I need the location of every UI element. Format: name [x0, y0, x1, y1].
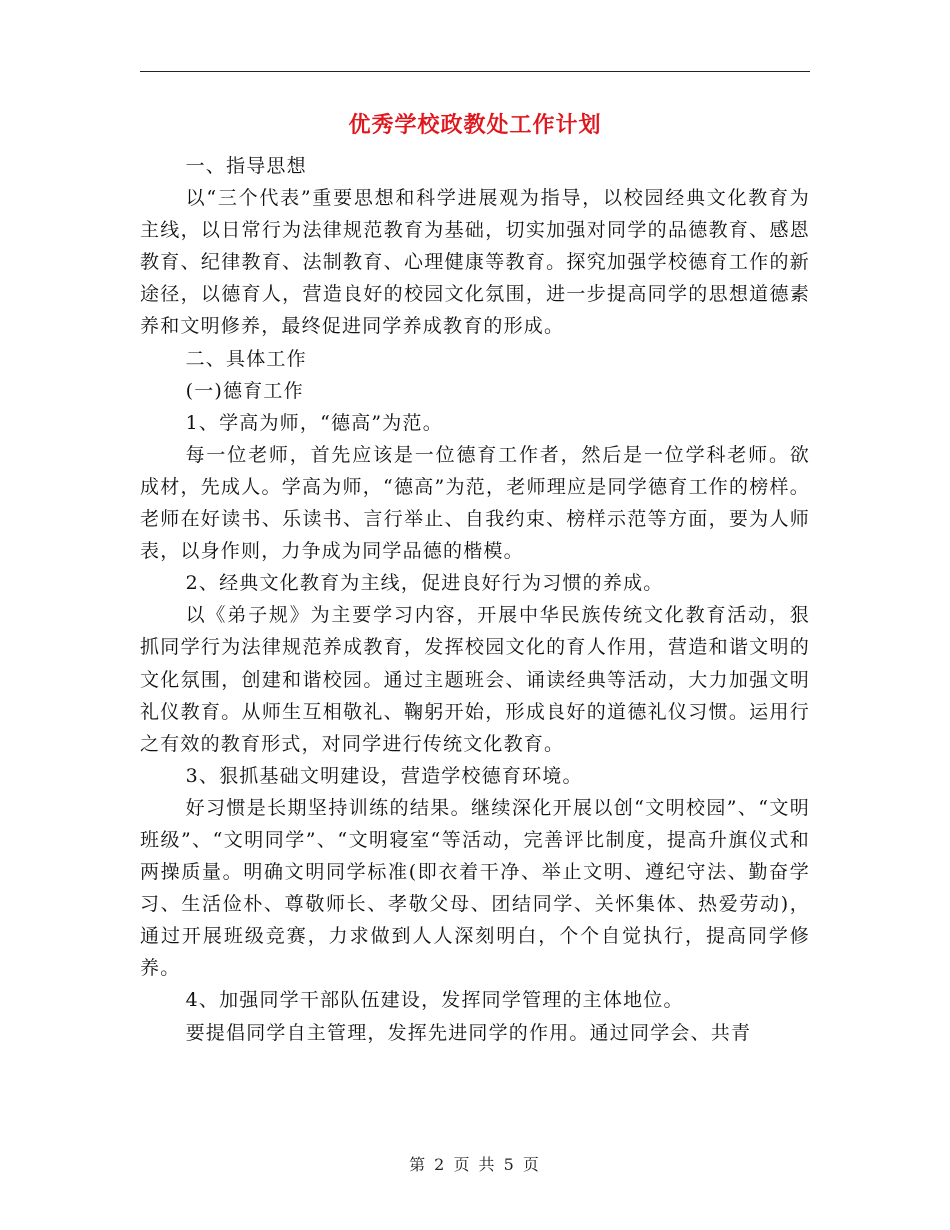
- subsection-heading-moral-education: (一)德育工作: [185, 379, 304, 402]
- section-heading-specific-work: 二、具体工作: [185, 347, 307, 370]
- document-title: 优秀学校政教处工作计划: [348, 112, 602, 138]
- paragraph-item-3: 好习惯是长期坚持训练的结果。继续深化开展以创“文明校园”、“文明班级”、“文明同学”、“文明寝室“等活动，完善评比制度，提高升旗仪式和两操质量。明确文明同学标准(即衣着干净、举止文明、遵纪守法、勤奋学习、生活俭朴、尊敬师长、孝敬父母、团结同学、关怀集体、热爱劳动)，通过开展班级竞赛，力求做到人人深刻明白，个个自觉执行，提高同学修养。: [140, 796, 810, 980]
- paragraph-item-4: 要提倡同学自主管理，发挥先进同学的作用。通过同学会、共青: [185, 1021, 752, 1044]
- item-heading-1: 1、学高为师，“德高”为范。: [185, 411, 443, 434]
- header-rule: [140, 71, 810, 72]
- section-heading-guiding-ideology: 一、指导思想: [185, 155, 307, 177]
- paragraph-item-1: 每一位老师，首先应该是一位德育工作者，然后是一位学科老师。欲成材，先成人。学高为师，“德高”为范，老师理应是同学德育工作的榜样。老师在好读书、乐读书、言行举止、自我约束、榜样示范等方面，要为人师表，以身作则，力争成为同学品德的楷模。: [140, 443, 810, 563]
- page-footer: 第 2 页 共 5 页: [409, 1155, 541, 1174]
- item-heading-2: 2、经典文化教育为主线，促进良好行为习惯的养成。: [185, 572, 664, 595]
- item-heading-4: 4、加强同学干部队伍建设，发挥同学管理的主体地位。: [185, 989, 684, 1012]
- document-body: [140, 150, 810, 1049]
- item-heading-3: 3、狠抓基础文明建设，营造学校德育环境。: [185, 764, 583, 787]
- paragraph-guiding-ideology: 以“三个代表”重要思想和科学进展观为指导，以校园经典文化教育为主线，以日常行为法律规范教育为基础，切实加强对同学的品德教育、感恩教育、纪律教育、法制教育、心理健康等教育。探究加强学校德育工作的新途径，以德育人，营造良好的校园文化氛围，进一步提高同学的思想道德素养和文明修养，最终促进同学养成教育的形成。: [140, 187, 810, 338]
- paragraph-item-2: 以《弟子规》为主要学习内容，开展中华民族传统文化教育活动，狠抓同学行为法律规范养成教育，发挥校园文化的育人作用，营造和谐文明的文化氛围，创建和谐校园。通过主题班会、诵读经典等活动，大力加强文明礼仪教育。从师生互相敬礼、鞠躬开始，形成良好的道德礼仪习惯。运用行之有效的教育形式，对同学进行传统文化教育。: [140, 604, 810, 755]
